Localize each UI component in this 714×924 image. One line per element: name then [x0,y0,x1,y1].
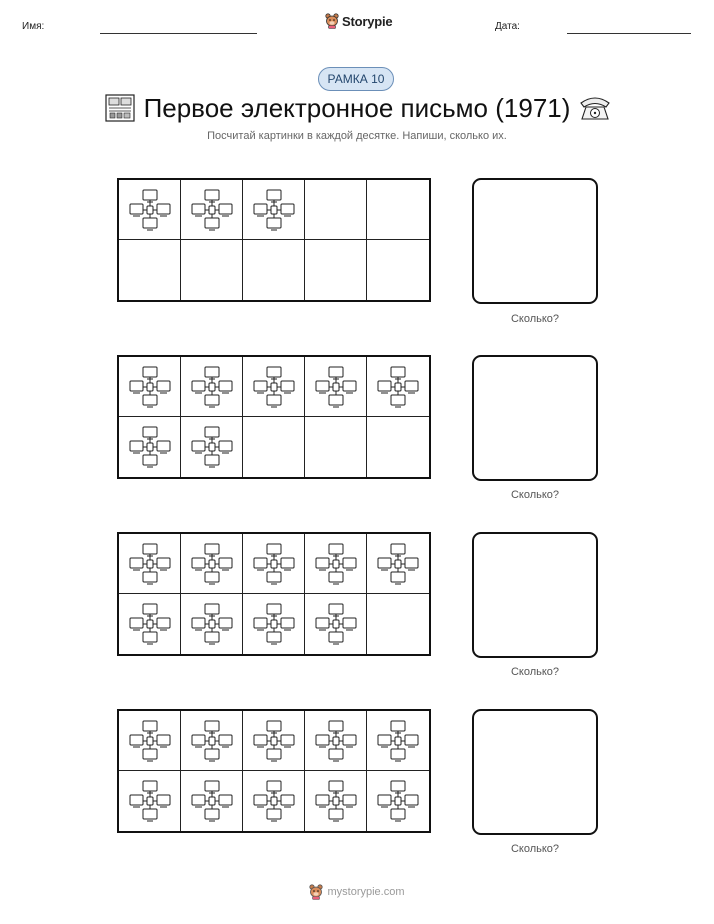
how-many-label-1: Сколько? [510,313,560,325]
answer-box-3[interactable] [472,532,598,658]
network-computers-icon [314,602,358,646]
frame-cell [119,771,181,831]
frame-cell [367,240,429,300]
frame-cell [305,711,367,771]
network-computers-icon [190,365,234,409]
frame-cell [305,417,367,477]
frame-cell [119,357,181,417]
frame-cell [181,417,243,477]
frame-cell [367,357,429,417]
frame-cell [305,594,367,654]
date-label: Дата: [495,21,520,32]
frame-cell [119,711,181,771]
network-computers-icon [376,365,420,409]
ten-frame-2 [117,355,431,479]
how-many-label-4: Сколько? [510,843,560,855]
frame-cell [181,180,243,240]
ten-frame-3 [117,532,431,656]
frame-cell [367,771,429,831]
network-computers-icon [252,188,296,232]
frame-cell [367,180,429,240]
network-computers-icon [252,602,296,646]
frame-cell [181,771,243,831]
frame-cell [119,417,181,477]
frame-cell [243,417,305,477]
network-computers-icon [190,188,234,232]
network-computers-icon [128,542,172,586]
brand-name: Storypie [342,13,393,29]
network-computers-icon [376,542,420,586]
network-computers-icon [190,542,234,586]
frame-cell [243,180,305,240]
how-many-label-3: Сколько? [510,666,560,678]
frame-cell [305,240,367,300]
network-computers-icon [128,425,172,469]
frame-cell [119,534,181,594]
frame-cell [367,417,429,477]
frame-cell [305,771,367,831]
footer-site: mystorypie.com [327,886,405,898]
frame-cell [119,240,181,300]
frame-cell [305,180,367,240]
network-computers-icon [190,425,234,469]
instructions: Посчитай картинки в каждой десятке. Напиши, сколько их. [207,130,507,142]
frame-cell [243,357,305,417]
frame-cell [305,357,367,417]
frame-cell [367,594,429,654]
date-line[interactable] [567,33,691,34]
network-computers-icon [252,365,296,409]
network-computers-icon [252,779,296,823]
frame-cell [181,240,243,300]
network-computers-icon [314,719,358,763]
frame-badge: РАМКА 10 [318,67,394,91]
network-computers-icon [128,188,172,232]
frame-cell [119,180,181,240]
frame-cell [181,594,243,654]
network-computers-icon [376,719,420,763]
network-computers-icon [314,365,358,409]
frame-cell [243,711,305,771]
network-computers-icon [252,542,296,586]
storypie-mascot-icon [309,884,323,900]
how-many-label-2: Сколько? [510,489,560,501]
network-computers-icon [314,542,358,586]
network-computers-icon [190,779,234,823]
network-computers-icon [252,719,296,763]
frame-cell [181,711,243,771]
network-computers-icon [128,719,172,763]
ten-frame-1 [117,178,431,302]
answer-box-4[interactable] [472,709,598,835]
mainframe-computer-icon [104,92,136,124]
network-computers-icon [128,602,172,646]
network-computers-icon [128,779,172,823]
rotary-telephone-icon [578,94,612,122]
brand-logo [325,13,392,29]
answer-box-2[interactable] [472,355,598,481]
frame-cell [367,534,429,594]
page-title: Первое электронное письмо (1971) [143,93,571,123]
network-computers-icon [190,719,234,763]
network-computers-icon [376,779,420,823]
name-label: Имя: [22,21,45,32]
frame-cell [119,594,181,654]
frame-cell [181,534,243,594]
footer [0,884,714,900]
frame-cell [243,534,305,594]
frame-cell [243,240,305,300]
answer-box-1[interactable] [472,178,598,304]
frame-cell [181,357,243,417]
frame-cell [367,711,429,771]
network-computers-icon [314,779,358,823]
frame-cell [305,534,367,594]
frame-cell [243,594,305,654]
network-computers-icon [128,365,172,409]
network-computers-icon [190,602,234,646]
name-line[interactable] [100,33,257,34]
frame-cell [243,771,305,831]
ten-frame-4 [117,709,431,833]
storypie-mascot-icon [325,13,339,29]
